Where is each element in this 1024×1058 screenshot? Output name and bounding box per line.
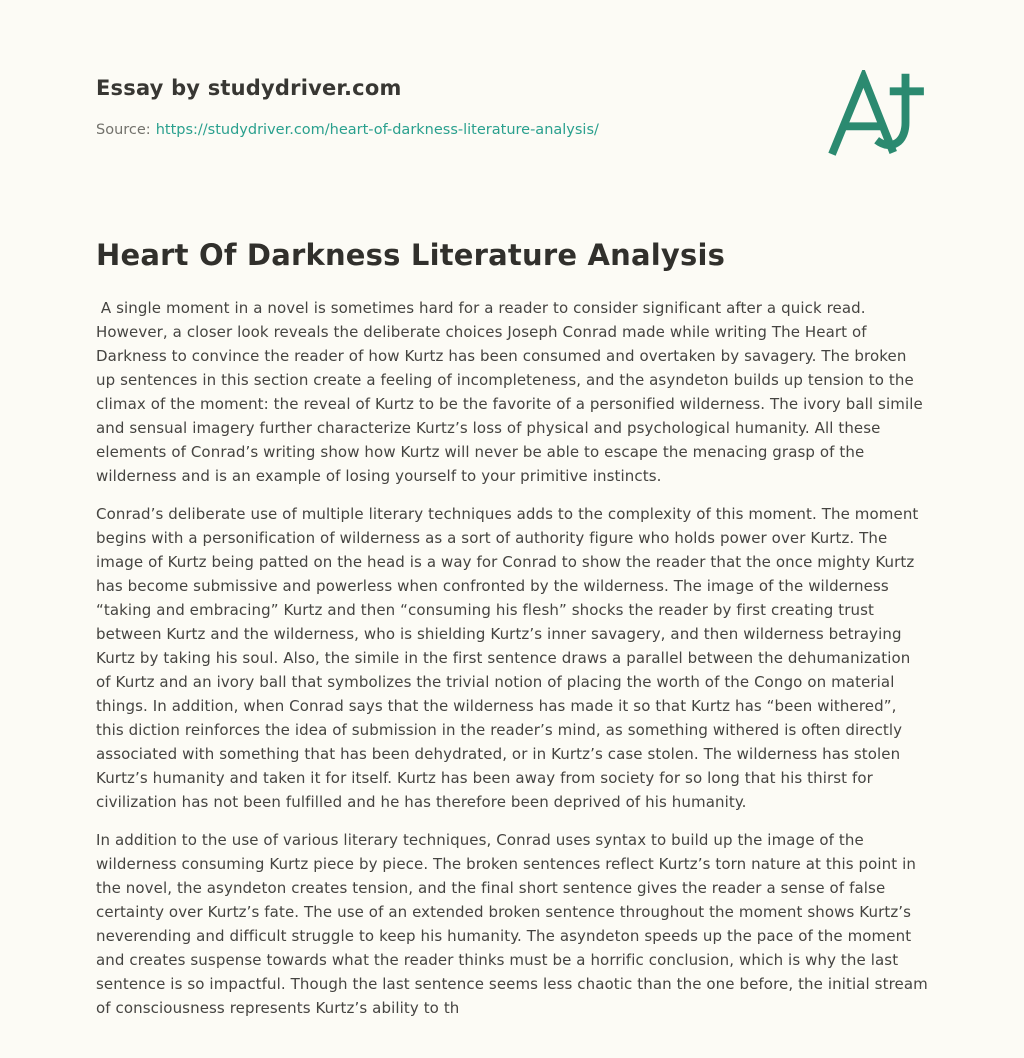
essay-paragraph-2: Conrad’s deliberate use of multiple literary techniques adds to the complexity of this moment. The moment begins with a personification of wilderness as a sort of authority figure who holds power over Kurtz. The image of Kurtz being patted on the head is a way for Conrad to show the reader that the once mighty Kurtz has become submissive and powerless when confronted by the wilderness. The image of the wilderness “taking and embracing” Kurtz and then “consuming his flesh” shocks the reader by first creating trust between Kurtz and the wilderness, who is shielding Kurtz’s inner savagery, and then wilderness betraying Kurtz by taking his soul. Also, the simile in the first sentence draws a parallel between the dehumanization of Kurtz and an ivory ball that symbolizes the trivial notion of placing the worth of the Congo on material things. In addition, when Conrad says that the wilderness has made it so that Kurtz has “been withered”, this diction reinforces the idea of submission in the reader’s mind, as something withered is often directly associated with something that has been dehydrated, or in Kurtz’s case stolen. The wilderness has stolen Kurtz’s humanity and taken it for itself. Kurtz has been away from society for so long that his thirst for civilization has not been fulfilled and he has therefore been deprived of his humanity.: [96, 505, 924, 811]
essay-body: [96, 296, 933, 1020]
essay-paragraph-1: A single moment in a novel is sometimes hard for a reader to consider significant after a quick read. However, a closer look reveals the deliberate choices Joseph Conrad made while writing The Heart of Darkness to convince the reader of how Kurtz has been consumed and overtaken by savagery. The broken up sentences in this section create a feeling of incompleteness, and the asyndeton builds up tension to the climax of the moment: the reveal of Kurtz to be the favorite of a personified wilderness. The ivory ball simile and sensual imagery further characterize Kurtz’s loss of physical and psychological humanity. All these elements of Conrad’s writing show how Kurtz will never be able to escape the menacing grasp of the wilderness and is an example of losing yourself to your primitive instincts.: [96, 299, 928, 485]
page-header: [96, 76, 928, 138]
source-link[interactable]: https://studydriver.com/heart-of-darkness-literature-analysis/: [155, 122, 599, 138]
studydriver-logo-icon: [825, 70, 930, 158]
essay-title: Heart Of Darkness Literature Analysis: [96, 238, 726, 272]
source-label: Source:: [96, 122, 151, 138]
essay-paragraph-3: In addition to the use of various literary techniques, Conrad uses syntax to build up the image of the wilderness consuming Kurtz piece by piece. The broken sentences reflect Kurtz’s torn nature at this point in the novel, the asyndeton creates tension, and the final short sentence gives the reader a sense of false certainty over Kurtz’s fate. The use of an extended broken sentence throughout the moment shows Kurtz’s neverending and difficult struggle to keep his humanity. The asyndeton speeds up the pace of the moment and creates suspense towards what the reader thinks must be a horrific conclusion, which is why the last sentence is so impactful. Though the last sentence seems less chaotic than the one before, the initial stream of consciousness represents Kurtz’s ability to th: [96, 831, 933, 1017]
byline: Essay by studydriver.com: [96, 76, 402, 100]
source-line: [96, 122, 928, 138]
